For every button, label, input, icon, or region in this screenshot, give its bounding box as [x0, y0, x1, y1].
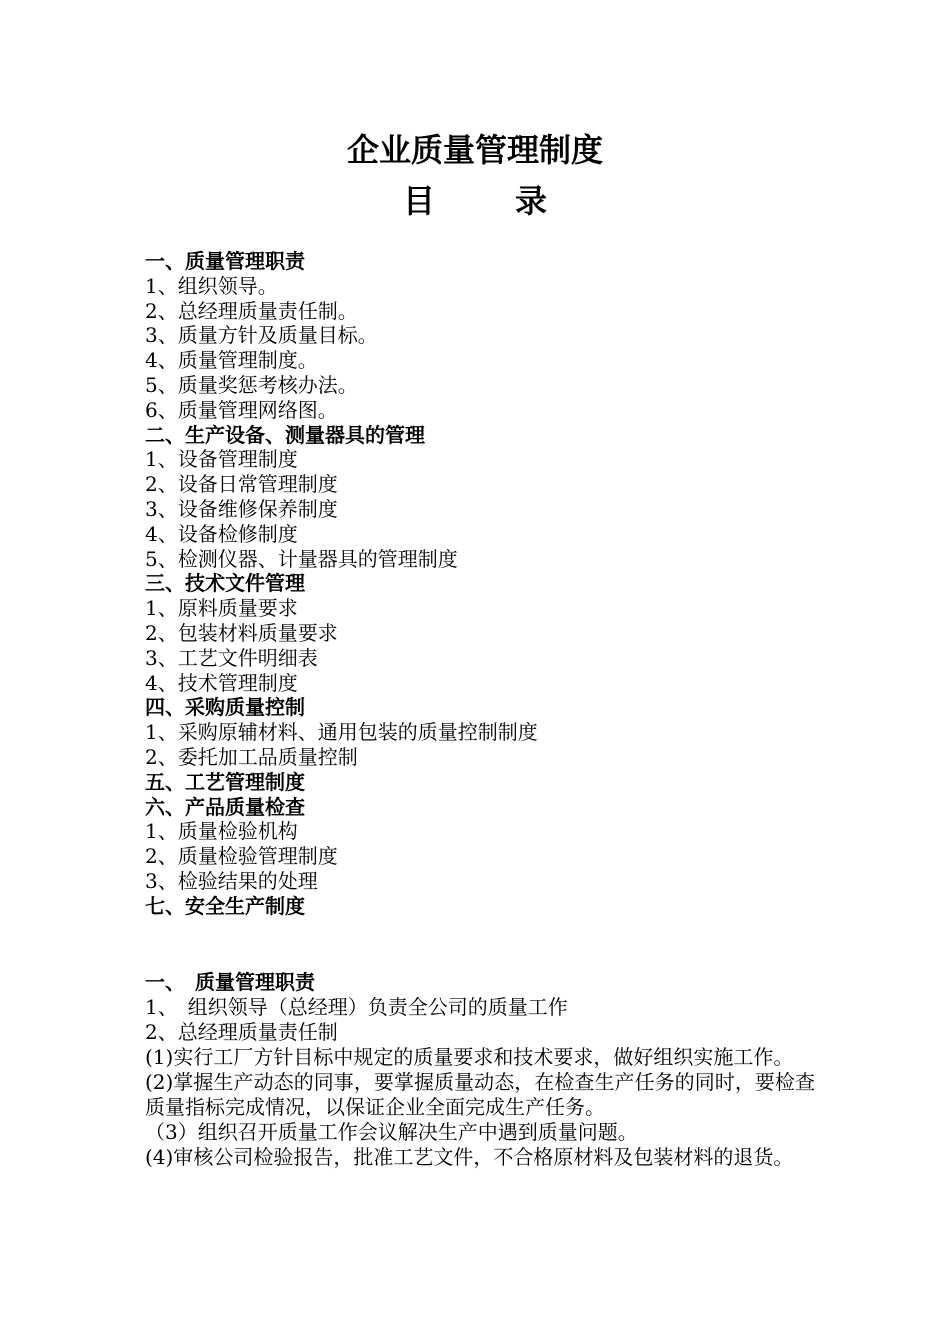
toc-item: 2、委托加工品质量控制 — [145, 744, 358, 769]
toc-item: 1、质量检验机构 — [145, 819, 298, 844]
toc-item: 4、设备检修制度 — [145, 521, 298, 546]
toc-item: 2、包装材料质量要求 — [145, 620, 338, 645]
toc-item: 6、质量管理网络图。 — [145, 397, 338, 422]
toc-item: 2、设备日常管理制度 — [145, 472, 338, 497]
toc-section-heading: 四、采购质量控制 — [145, 695, 305, 720]
toc-item: 2、总经理质量责任制。 — [145, 298, 358, 323]
toc-title: 目 录 — [402, 182, 571, 220]
toc-item: 3、质量方针及质量目标。 — [145, 323, 378, 348]
toc-item: 5、检测仪器、计量器具的管理制度 — [145, 546, 458, 571]
toc-item: 2、质量检验管理制度 — [145, 844, 338, 869]
toc-item: 1、组织领导。 — [145, 273, 278, 298]
table-of-contents — [145, 249, 825, 919]
toc-section-heading: 三、技术文件管理 — [145, 571, 305, 596]
toc-section-heading: 一、质量管理职责 — [145, 249, 305, 273]
toc-item: 5、质量奖惩考核办法。 — [145, 372, 358, 397]
toc-item: 4、技术管理制度 — [145, 670, 298, 695]
section-quality-duties — [145, 970, 815, 1170]
toc-section-heading: 七、安全生产制度 — [145, 893, 305, 918]
toc-item: 1、设备管理制度 — [145, 447, 298, 472]
section-heading: 一、 质量管理职责 — [145, 970, 315, 994]
paragraph: (2)掌握生产动态的同事，要掌握质量动态，在检查生产任务的同时，要检查质量指标完成情况，以保证企业全面完成生产任务。 — [145, 1070, 815, 1119]
paragraph: (1)实行工厂方针目标中规定的质量要求和技术要求，做好组织实施工作。 — [145, 1045, 794, 1069]
paragraph: 1、 组织领导（总经理）负责全公司的质量工作 — [145, 995, 568, 1019]
document-title: 企业质量管理制度 — [346, 131, 603, 169]
toc-item: 3、设备维修保养制度 — [145, 496, 338, 521]
toc-section-heading: 二、生产设备、测量器具的管理 — [145, 422, 425, 447]
paragraph: (4)审核公司检验报告，批准工艺文件，不合格原材料及包装材料的退货。 — [145, 1145, 794, 1169]
toc-item: 4、质量管理制度。 — [145, 348, 318, 373]
toc-section-heading: 五、工艺管理制度 — [145, 769, 305, 794]
toc-item: 1、原料质量要求 — [145, 596, 298, 621]
toc-section-heading: 六、产品质量检查 — [145, 794, 305, 819]
toc-item: 3、检验结果的处理 — [145, 868, 318, 893]
paragraph: （3）组织召开质量工作会议解决生产中遇到质量问题。 — [145, 1120, 638, 1144]
paragraph: 2、总经理质量责任制 — [145, 1020, 338, 1044]
toc-item: 3、工艺文件明细表 — [145, 645, 318, 670]
toc-item: 1、采购原辅材料、通用包装的质量控制制度 — [145, 720, 538, 745]
